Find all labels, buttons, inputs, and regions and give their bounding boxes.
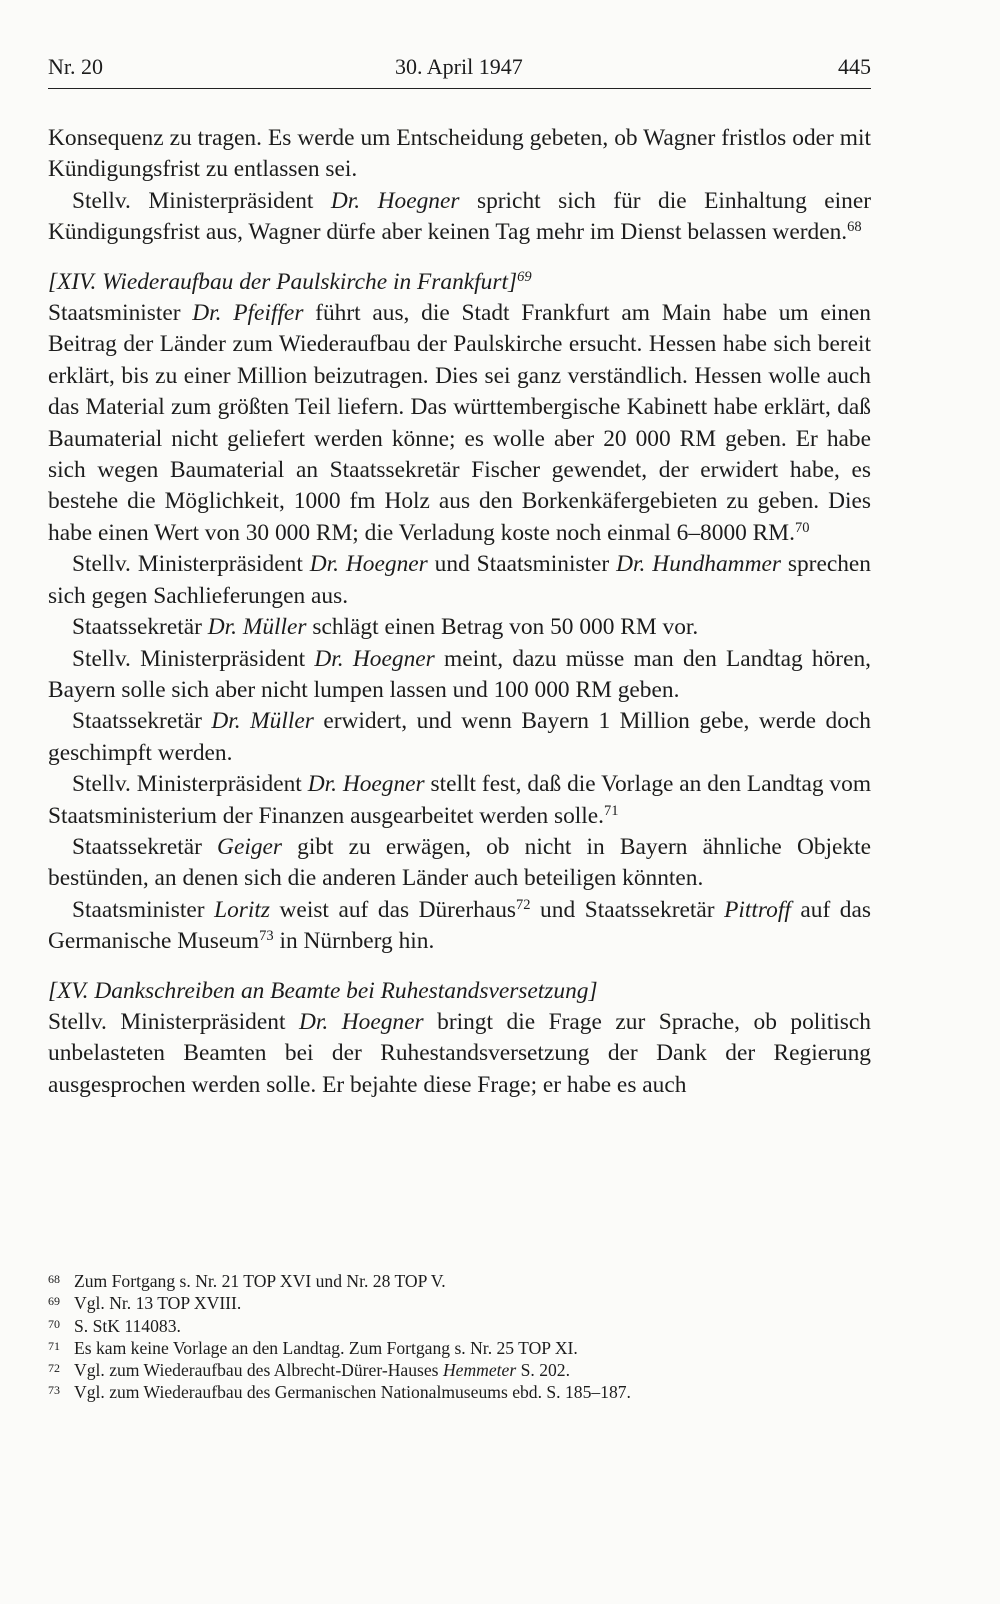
paragraph: Staatsminister Loritz weist auf das Dürerhaus$^{72}$ und Staatssekretär Pittroff auf das Germanische Museum$^{73}$ in Nürnberg hin.	[48, 896, 871, 955]
footnote: 71 Es kam keine Vorlage an den Landtag. Zum Fortgang s. Nr. 25 TOP XI.	[48, 1337, 578, 1358]
footnote: 70 S. StK 114083.	[48, 1315, 181, 1336]
paragraph: Staatssekretär Dr. Müller erwidert, und wenn Bayern 1 Million gebe, werde doch geschimpft werden.	[48, 708, 871, 766]
person-name: Dr. Hoegner	[309, 551, 428, 578]
paragraph: Stellv. Ministerpräsident Dr. Hoegner bringt die Frage zur Sprache, ob politisch unbelasteten Beamten bei der Ruhestandsversetzung der Dank der Regierung ausgesprochen werden solle. Er bejahte diese Frage; er habe es auch	[48, 1008, 871, 1098]
document-number: Nr. 20	[48, 54, 103, 79]
paragraph: Stellv. Ministerpräsident Dr. Hoegner stellt fest, daß die Vorlage an den Landtag vom Staatsministerium der Finanzen ausgearbeitet werden solle.$^{71}$	[48, 771, 872, 829]
paragraph: Stellv. Ministerpräsident Dr. Hoegner spricht sich für die Einhaltung einer Kündigungsfrist aus, Wagner dürfe aber keinen Tag mehr im Dienst belassen werden.$^{68}$	[48, 187, 871, 246]
person-name: Dr. Pfeiffer	[192, 300, 304, 327]
running-header	[48, 48, 871, 89]
person-name: Dr. Hoegner	[298, 1008, 424, 1035]
person-name: Dr. Hoegner	[314, 645, 435, 672]
paragraph: Stellv. Ministerpräsident Dr. Hoegner meint, dazu müsse man den Landtag hören, Bayern solle sich aber nicht lumpen lassen und 100 000 RM geben.	[48, 645, 871, 703]
paragraph: Staatssekretär Dr. Müller schlägt einen Betrag von 50 000 RM vor.	[72, 614, 699, 641]
footnote-ref: 69	[517, 268, 532, 285]
paragraph: Stellv. Ministerpräsident Dr. Hoegner und Staatsminister Dr. Hundhammer sprechen sich gegen Sachlieferungen aus.	[48, 551, 871, 609]
person-name: Dr. Hoegner	[307, 771, 425, 798]
section-heading-xiv: [XIV. Wiederaufbau der Paulskirche in Frankfurt]$^{69}$	[48, 268, 532, 295]
footnote: 68 Zum Fortgang s. Nr. 21 TOP XVI und Nr. 28 TOP V.	[48, 1271, 446, 1291]
footnote-ref: 72	[516, 896, 531, 913]
page	[48, 48, 871, 1101]
person-name: Dr. Müller	[207, 614, 307, 641]
person-name: Dr. Hundhammer	[616, 551, 781, 578]
person-name: Geiger	[217, 833, 282, 860]
footnote-ref: 73	[259, 928, 274, 945]
person-name: Dr. Müller	[211, 708, 314, 735]
footnote: 69 Vgl. Nr. 13 TOP XVIII.	[48, 1293, 242, 1314]
session-date: 30. April 1947	[395, 54, 523, 79]
main-text	[48, 123, 871, 1101]
person-name: Pittroff	[724, 896, 791, 923]
person-name: Dr. Hoegner	[330, 187, 460, 214]
person-name: Loritz	[214, 896, 270, 923]
footnote: 72 Vgl. zum Wiederaufbau des Albrecht-Dürer-Hauses Hemmeter S. 202.	[48, 1360, 570, 1381]
footnote: 73 Vgl. zum Wiederaufbau des Germanischen Nationalmuseums ebd. S. 185–187.	[48, 1382, 631, 1403]
footnote-ref: 71	[604, 802, 619, 819]
paragraph: Staatssekretär Geiger gibt zu erwägen, ob nicht in Bayern ähnliche Objekte bestünden, an denen sich die anderen Länder auch beteiligen könnten.	[48, 833, 871, 892]
paragraph: Staatsminister Dr. Pfeiffer führt aus, die Stadt Frankfurt am Main habe um einen Beitrag der Länder zum Wiederaufbau der Paulskirche ersucht. Hessen habe sich bereit erklärt, bis zu einer Million beizutragen. Dies sei ganz verständlich. Hessen wolle auch das Material zum größten Teil liefern. Das württembergische Kabinett habe erklärt, daß Baumaterial nicht geliefert werden könne; es wolle aber 20 000 RM geben. Er habe sich wegen Baumaterial an Staatssekretär Fischer gewendet, der erwidert habe, es bestehe die Möglichkeit, 1000 fm Holz aus den Borkenkäfergebieten zu geben. Dies habe einen Wert von 30 000 RM; die Verladung koste noch einmal 6–8000 RM.$^{70}$	[48, 300, 871, 546]
footnotes	[48, 1270, 631, 1404]
section-heading-xv: [XV. Dankschreiben an Beamte bei Ruhestandsversetzung]	[48, 977, 598, 1004]
paragraph: Konsequenz zu tragen. Es werde um Entscheidung gebeten, ob Wagner fristlos oder mit Kündigungsfrist zu entlassen sei.	[48, 125, 871, 183]
page-number: 445	[838, 54, 871, 79]
footnote-ref: 68	[847, 219, 862, 236]
footnote-ref: 70	[794, 519, 810, 536]
